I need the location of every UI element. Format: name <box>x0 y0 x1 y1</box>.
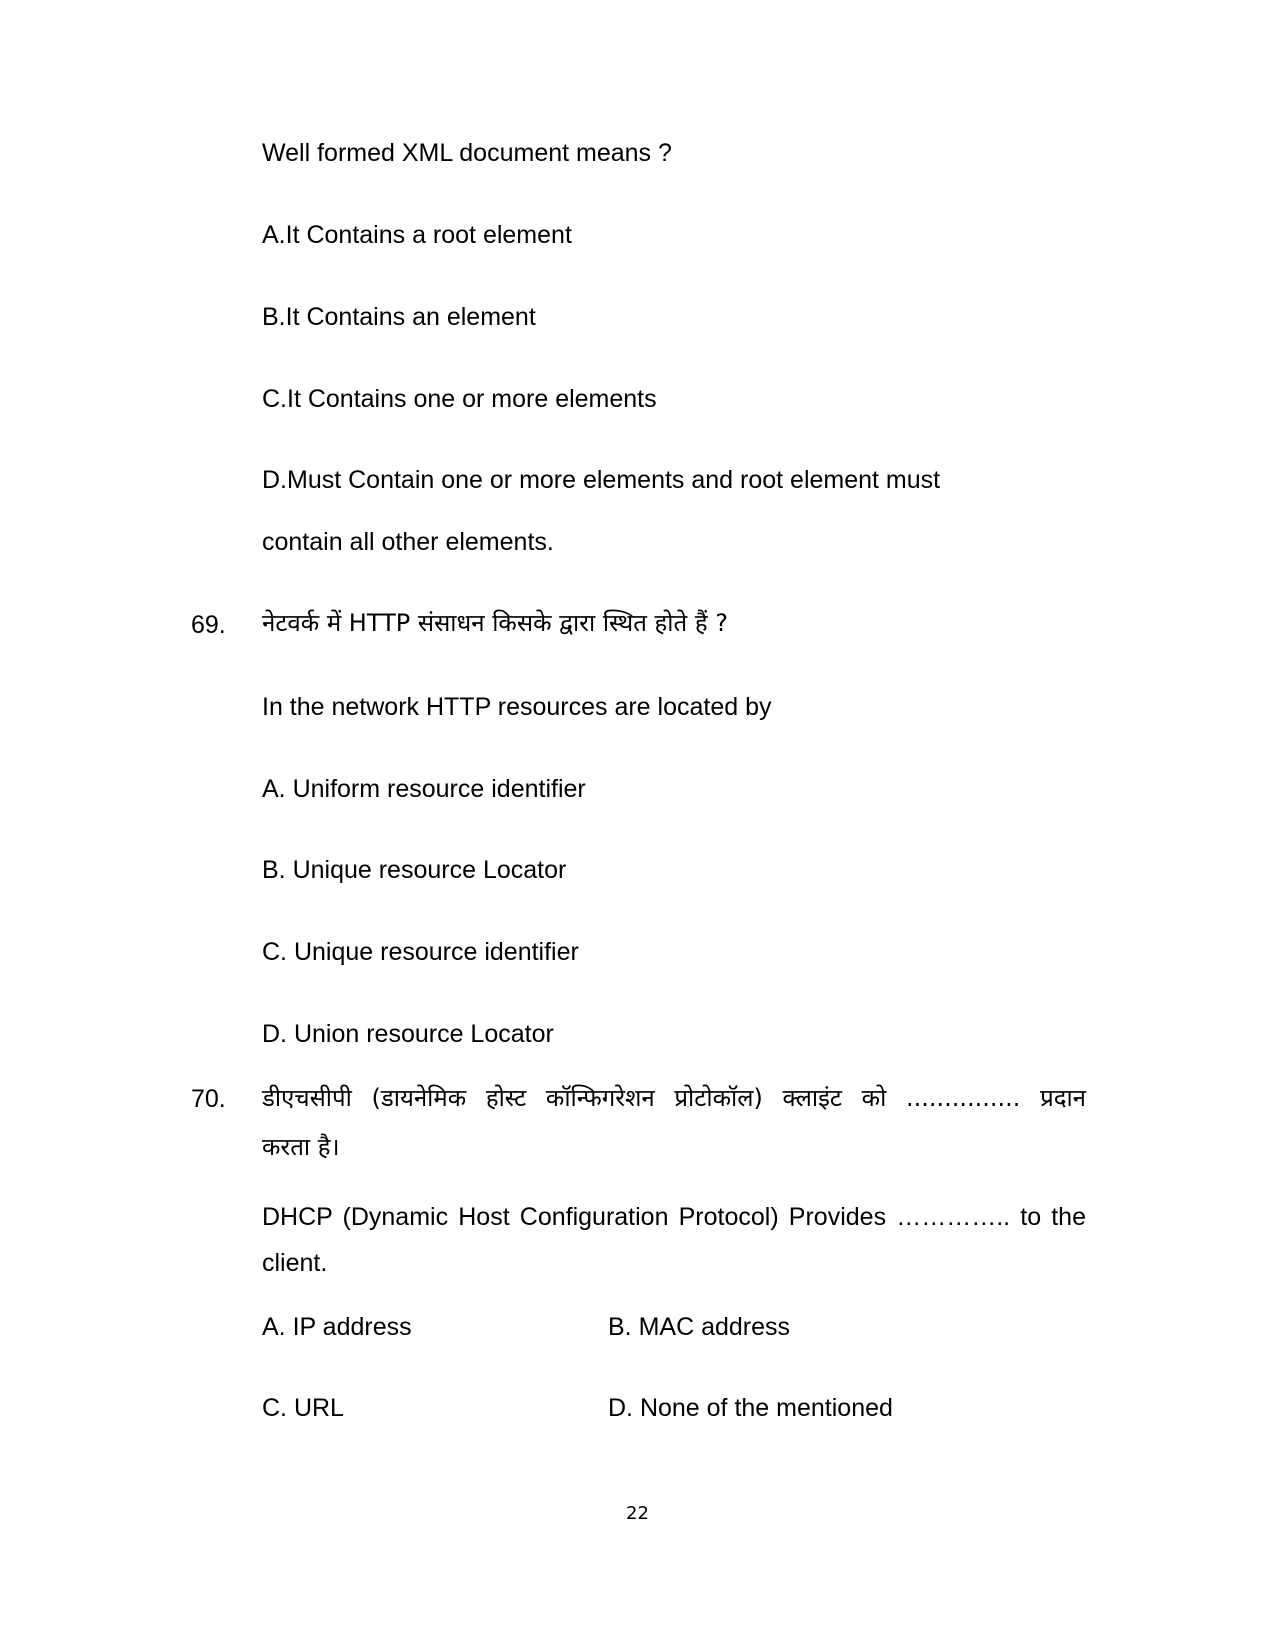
q69-question-english: In the network HTTP resources are located by <box>262 693 772 721</box>
q68-option-c: C.It Contains one or more elements <box>262 385 657 413</box>
page-number: 22 <box>626 1503 649 1524</box>
q69-number: 69. <box>191 611 226 639</box>
q70-question-english: DHCP (Dynamic Host Configuration Protocol) Provides ………….. to the client. <box>262 1203 1086 1277</box>
q69-option-c: C. Unique resource identifier <box>262 938 579 966</box>
q70-option-a: A. IP address <box>262 1313 412 1341</box>
q68-option-d-line2: contain all other elements. <box>262 528 554 556</box>
q70-option-c: C. URL <box>262 1394 344 1422</box>
q68-option-a: A.It Contains a root element <box>262 221 572 249</box>
q68-question-english: Well formed XML document means ? <box>262 139 672 167</box>
q69-option-b: B. Unique resource Locator <box>262 856 567 884</box>
q70-option-b: B. MAC address <box>608 1313 791 1341</box>
q70-question-hindi-line2: करता है। <box>262 1133 340 1161</box>
q70-number: 70. <box>191 1085 226 1113</box>
q68-option-b: B.It Contains an element <box>262 303 536 331</box>
q69-question-hindi: नेटवर्क में HTTP संसाधन किसके द्वारा स्थित होते हैं ? <box>262 609 728 637</box>
q70-question-hindi-line1: डीएचसीपी (डायनेमिक होस्ट कॉन्फिगरेशन प्रोटोकॉल) क्लाइंट को ............... प्रदान <box>262 1084 1086 1112</box>
q69-option-a: A. Uniform resource identifier <box>262 775 586 803</box>
q69-option-d: D. Union resource Locator <box>262 1020 554 1048</box>
q70-option-d: D. None of the mentioned <box>608 1394 893 1422</box>
q68-option-d-line1: D.Must Contain one or more elements and root element must <box>262 466 941 494</box>
